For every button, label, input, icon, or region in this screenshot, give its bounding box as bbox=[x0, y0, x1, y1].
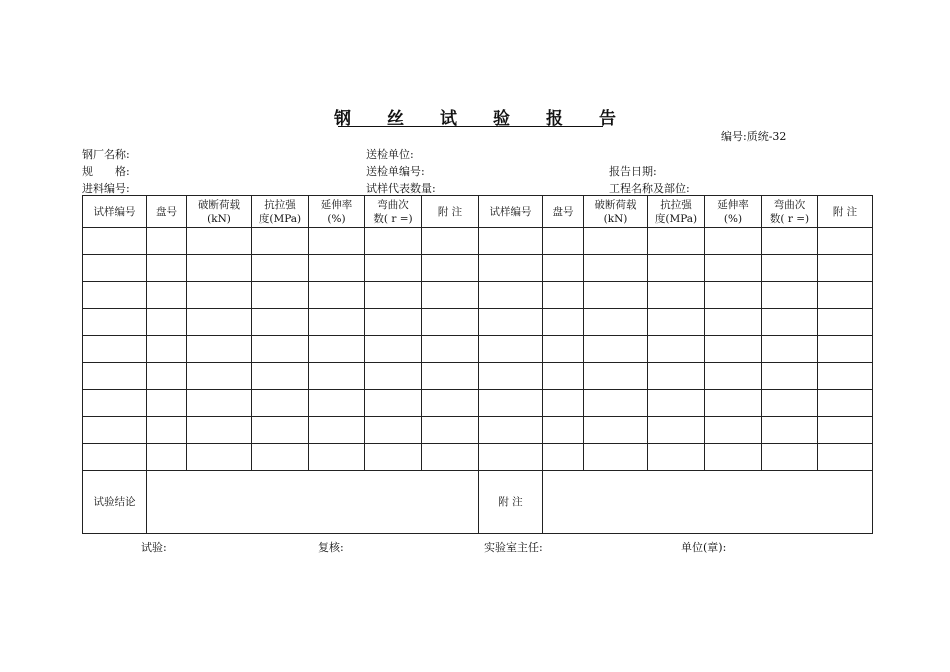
table-cell[interactable] bbox=[365, 282, 422, 309]
table-cell[interactable] bbox=[584, 390, 648, 417]
column-header-line1: 附 注 bbox=[437, 205, 463, 218]
table-cell[interactable] bbox=[187, 255, 252, 282]
column-header-line2: 数( r =) bbox=[373, 212, 413, 225]
table-cell[interactable] bbox=[187, 363, 252, 390]
table-cell[interactable] bbox=[818, 336, 873, 363]
table-cell[interactable] bbox=[187, 309, 252, 336]
table-cell[interactable] bbox=[543, 363, 584, 390]
table-row bbox=[83, 309, 873, 336]
table-cell[interactable] bbox=[762, 444, 818, 471]
mill-name-label: 钢厂名称: bbox=[82, 148, 130, 161]
table-cell[interactable] bbox=[422, 255, 479, 282]
table-cell[interactable] bbox=[479, 282, 543, 309]
table-cell[interactable] bbox=[584, 444, 648, 471]
table-cell[interactable] bbox=[187, 282, 252, 309]
table-cell[interactable] bbox=[705, 390, 762, 417]
table-cell[interactable] bbox=[365, 444, 422, 471]
table-cell[interactable] bbox=[818, 444, 873, 471]
remarks-field[interactable] bbox=[543, 471, 873, 534]
table-cell[interactable] bbox=[83, 336, 147, 363]
title-char: 丝 bbox=[387, 109, 404, 129]
table-cell[interactable] bbox=[252, 309, 309, 336]
table-cell[interactable] bbox=[584, 255, 648, 282]
table-cell[interactable] bbox=[365, 309, 422, 336]
table-cell[interactable] bbox=[705, 336, 762, 363]
column-header-line1: 弯曲次 bbox=[377, 198, 409, 211]
table-row bbox=[83, 444, 873, 471]
column-header-line1: 盘号 bbox=[552, 205, 574, 218]
project-label: 工程名称及部位: bbox=[609, 182, 690, 195]
table-cell[interactable] bbox=[365, 255, 422, 282]
table-cell[interactable] bbox=[648, 228, 705, 255]
table-cell[interactable] bbox=[83, 444, 147, 471]
table-cell[interactable] bbox=[705, 417, 762, 444]
column-header bbox=[818, 196, 873, 228]
column-header bbox=[147, 196, 187, 228]
table-row bbox=[83, 336, 873, 363]
table-row bbox=[83, 390, 873, 417]
column-header-line1: 延伸率 bbox=[717, 198, 749, 211]
table-row bbox=[83, 228, 873, 255]
table-cell[interactable] bbox=[252, 417, 309, 444]
sample-qty-label: 试样代表数量: bbox=[366, 182, 436, 195]
column-header-line1: 延伸率 bbox=[320, 198, 353, 211]
conclusion-field[interactable] bbox=[147, 471, 479, 534]
table-cell[interactable] bbox=[422, 228, 479, 255]
column-header-line2: (%) bbox=[723, 212, 743, 225]
table-cell[interactable] bbox=[648, 363, 705, 390]
table-cell[interactable] bbox=[422, 336, 479, 363]
table-cell[interactable] bbox=[252, 228, 309, 255]
column-header-line1: 试样编号 bbox=[489, 205, 532, 218]
table-cell[interactable] bbox=[818, 363, 873, 390]
lab-director-label: 实验室主任: bbox=[484, 541, 543, 554]
tester-label: 试验: bbox=[141, 541, 167, 554]
table-cell[interactable] bbox=[309, 390, 365, 417]
table-cell[interactable] bbox=[762, 336, 818, 363]
table-cell[interactable] bbox=[543, 336, 584, 363]
table-cell[interactable] bbox=[818, 417, 873, 444]
table-cell[interactable] bbox=[147, 336, 187, 363]
table-cell[interactable] bbox=[648, 255, 705, 282]
table-cell[interactable] bbox=[818, 255, 873, 282]
table-cell[interactable] bbox=[479, 363, 543, 390]
table-cell[interactable] bbox=[762, 390, 818, 417]
table-cell[interactable] bbox=[705, 363, 762, 390]
table-cell[interactable] bbox=[252, 363, 309, 390]
table-row bbox=[83, 255, 873, 282]
column-header-line1: 抗拉强 bbox=[660, 198, 692, 211]
send-no-label: 送检单编号: bbox=[366, 165, 425, 178]
table-cell[interactable] bbox=[83, 417, 147, 444]
table-cell[interactable] bbox=[83, 228, 147, 255]
column-header-line2: 度(MPa) bbox=[654, 212, 698, 225]
table-row bbox=[83, 417, 873, 444]
table-cell[interactable] bbox=[479, 390, 543, 417]
table-cell[interactable] bbox=[648, 309, 705, 336]
column-header bbox=[762, 196, 818, 228]
table-cell[interactable] bbox=[705, 228, 762, 255]
remarks-label: 附 注 bbox=[479, 471, 543, 534]
header-row bbox=[83, 196, 873, 228]
table-cell[interactable] bbox=[762, 228, 818, 255]
table-cell[interactable] bbox=[147, 390, 187, 417]
table-cell[interactable] bbox=[762, 282, 818, 309]
table-cell[interactable] bbox=[543, 282, 584, 309]
table-cell[interactable] bbox=[252, 390, 309, 417]
column-header-line1: 弯曲次 bbox=[773, 198, 806, 211]
column-header bbox=[83, 196, 147, 228]
table-cell[interactable] bbox=[584, 228, 648, 255]
table-cell[interactable] bbox=[309, 255, 365, 282]
table-cell[interactable] bbox=[309, 417, 365, 444]
column-header-line2: 度(MPa) bbox=[258, 212, 302, 225]
column-header bbox=[543, 196, 584, 228]
table-cell[interactable] bbox=[252, 444, 309, 471]
table-cell[interactable] bbox=[479, 336, 543, 363]
table-cell[interactable] bbox=[147, 282, 187, 309]
column-header-line2: (kN) bbox=[207, 212, 231, 225]
table-cell[interactable] bbox=[83, 309, 147, 336]
table-cell[interactable] bbox=[584, 363, 648, 390]
column-header bbox=[365, 196, 422, 228]
table-cell[interactable] bbox=[705, 309, 762, 336]
table-cell[interactable] bbox=[584, 417, 648, 444]
column-header-line2: 数( r =) bbox=[769, 212, 810, 225]
table-cell[interactable] bbox=[648, 282, 705, 309]
table-cell[interactable] bbox=[83, 390, 147, 417]
table-cell[interactable] bbox=[648, 444, 705, 471]
table-cell[interactable] bbox=[584, 309, 648, 336]
table-cell[interactable] bbox=[422, 444, 479, 471]
table-cell[interactable] bbox=[479, 444, 543, 471]
table-cell[interactable] bbox=[762, 417, 818, 444]
table-row bbox=[83, 282, 873, 309]
table-cell[interactable] bbox=[252, 282, 309, 309]
table-cell[interactable] bbox=[818, 309, 873, 336]
column-header-line2: (%) bbox=[327, 212, 346, 225]
table-cell[interactable] bbox=[648, 390, 705, 417]
table-cell[interactable] bbox=[584, 282, 648, 309]
column-header bbox=[705, 196, 762, 228]
table-cell[interactable] bbox=[584, 336, 648, 363]
column-header-line1: 破断荷载 bbox=[198, 198, 240, 211]
column-header-line1: 试样编号 bbox=[93, 205, 136, 218]
table-cell[interactable] bbox=[309, 444, 365, 471]
spec-label: 规 格: bbox=[82, 165, 130, 178]
table-cell[interactable] bbox=[187, 228, 252, 255]
column-header bbox=[648, 196, 705, 228]
table-cell[interactable] bbox=[187, 390, 252, 417]
table-cell[interactable] bbox=[543, 417, 584, 444]
reviewer-label: 复核: bbox=[318, 541, 344, 554]
table-cell[interactable] bbox=[479, 417, 543, 444]
table-cell[interactable] bbox=[83, 282, 147, 309]
table-cell[interactable] bbox=[365, 417, 422, 444]
table-cell[interactable] bbox=[422, 417, 479, 444]
table-cell[interactable] bbox=[422, 282, 479, 309]
table-cell[interactable] bbox=[187, 444, 252, 471]
doc-number: 编号:质统-32 bbox=[721, 130, 787, 143]
table-cell[interactable] bbox=[83, 363, 147, 390]
table-cell[interactable] bbox=[818, 390, 873, 417]
table-cell[interactable] bbox=[648, 417, 705, 444]
table-cell[interactable] bbox=[762, 309, 818, 336]
title-char: 验 bbox=[493, 109, 510, 129]
unit-seal-label: 单位(章): bbox=[681, 541, 727, 554]
table-cell[interactable] bbox=[818, 282, 873, 309]
title-char: 报 bbox=[546, 109, 563, 129]
table-cell[interactable] bbox=[365, 390, 422, 417]
table-cell[interactable] bbox=[422, 390, 479, 417]
sender-label: 送检单位: bbox=[366, 148, 414, 161]
table-cell[interactable] bbox=[705, 255, 762, 282]
column-header bbox=[479, 196, 543, 228]
column-header-line1: 抗拉强 bbox=[264, 198, 296, 211]
table-cell[interactable] bbox=[422, 363, 479, 390]
table-cell[interactable] bbox=[147, 444, 187, 471]
table-cell[interactable] bbox=[543, 309, 584, 336]
table-cell[interactable] bbox=[705, 282, 762, 309]
report-date-label: 报告日期: bbox=[609, 165, 657, 178]
table-cell[interactable] bbox=[365, 363, 422, 390]
table-cell[interactable] bbox=[309, 336, 365, 363]
column-header-line2: (kN) bbox=[603, 212, 628, 225]
column-header-line1: 破断荷载 bbox=[594, 198, 637, 211]
table-cell[interactable] bbox=[705, 444, 762, 471]
table-cell[interactable] bbox=[543, 390, 584, 417]
column-header-line1: 附 注 bbox=[832, 205, 858, 218]
results-table bbox=[82, 195, 873, 534]
title-char: 告 bbox=[599, 109, 616, 129]
column-header bbox=[252, 196, 309, 228]
table-cell[interactable] bbox=[543, 228, 584, 255]
table-cell[interactable] bbox=[309, 309, 365, 336]
table-cell[interactable] bbox=[147, 228, 187, 255]
table-cell[interactable] bbox=[83, 255, 147, 282]
table-cell[interactable] bbox=[365, 336, 422, 363]
incoming-no-label: 进料编号: bbox=[82, 182, 130, 195]
table-cell[interactable] bbox=[147, 309, 187, 336]
column-header bbox=[309, 196, 365, 228]
table-cell[interactable] bbox=[543, 444, 584, 471]
table-cell[interactable] bbox=[252, 255, 309, 282]
column-header bbox=[187, 196, 252, 228]
title-underline bbox=[338, 126, 603, 127]
column-header bbox=[422, 196, 479, 228]
table-cell[interactable] bbox=[147, 417, 187, 444]
table-row bbox=[83, 363, 873, 390]
table-cell[interactable] bbox=[479, 228, 543, 255]
table-cell[interactable] bbox=[648, 336, 705, 363]
table-cell[interactable] bbox=[365, 228, 422, 255]
table-cell[interactable] bbox=[479, 309, 543, 336]
table-cell[interactable] bbox=[252, 336, 309, 363]
column-header-line1: 盘号 bbox=[156, 205, 177, 218]
table-cell[interactable] bbox=[762, 363, 818, 390]
table-cell[interactable] bbox=[543, 255, 584, 282]
table-cell[interactable] bbox=[187, 417, 252, 444]
table-cell[interactable] bbox=[187, 336, 252, 363]
title-char: 钢 bbox=[334, 109, 351, 129]
column-header bbox=[584, 196, 648, 228]
table-cell[interactable] bbox=[422, 309, 479, 336]
table-cell[interactable] bbox=[309, 228, 365, 255]
table-cell[interactable] bbox=[309, 282, 365, 309]
table-cell[interactable] bbox=[147, 363, 187, 390]
table-cell[interactable] bbox=[762, 255, 818, 282]
conclusion-label: 试验结论 bbox=[83, 471, 147, 534]
conclusion-row bbox=[83, 471, 873, 534]
table-cell[interactable] bbox=[309, 363, 365, 390]
table-cell[interactable] bbox=[147, 255, 187, 282]
table-cell[interactable] bbox=[818, 228, 873, 255]
table-cell[interactable] bbox=[479, 255, 543, 282]
title-char: 试 bbox=[440, 109, 457, 129]
